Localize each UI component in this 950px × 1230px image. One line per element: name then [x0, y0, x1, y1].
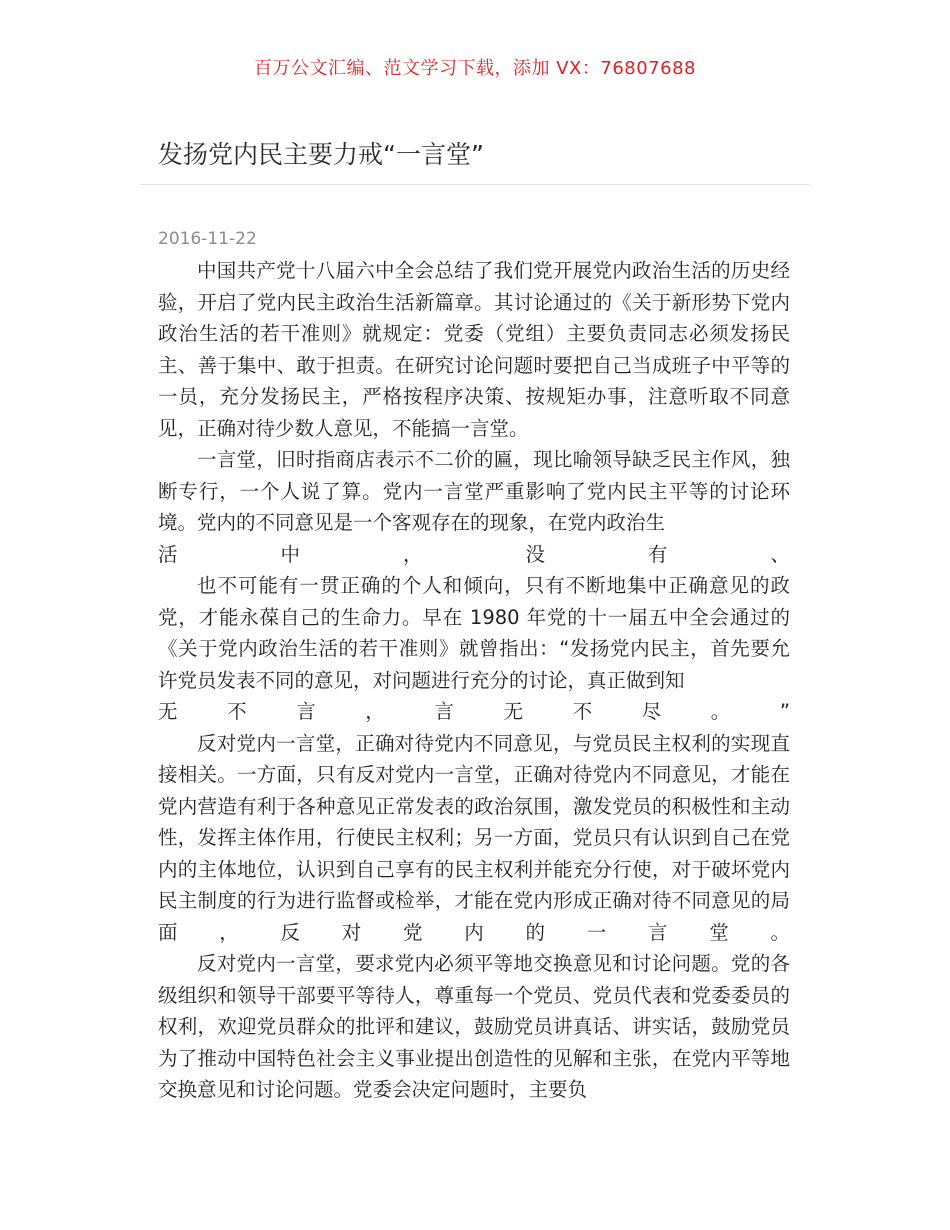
article-paragraph: 反对党内一言堂，正确对待党内不同意见，与党员民主权利的实现直接相关。一方面，只有反对党内一言堂，正确对待党内不同意见，才能在党内营造有利于各种意见正常发表的政治氛围，激发党员的积极性和主动性，发挥主体作用，行使民主权利；另一方面，党员只有认识到自己在党内的主体地位，认识到自己享有的民主权利并能充分行使，对于破坏党内民主制度的行为进行监督或检举，才能在党内形成正确对待不同意见的局面，反对党内的一言堂。 [158, 731, 790, 944]
spread-char: 尽 [641, 700, 662, 723]
spread-char: ， [402, 542, 423, 566]
spread-char: 不 [227, 700, 247, 723]
spread-char: 无 [503, 700, 523, 723]
spread-char: 言 [434, 700, 454, 723]
article-spread-line [158, 696, 790, 728]
spread-char: 活 [158, 542, 178, 566]
title-divider [140, 184, 810, 185]
spread-char: 无 [158, 700, 178, 723]
article-paragraph: 也不可能有一贯正确的个人和倾向，只有不断地集中正确意见的政党，才能永葆自己的生命力。早在 1980 年党的十一届五中全会通过的《关于党内政治生活的若干准则》就曾指出：“发扬党内民主，首先要允许党员发表不同的意见，对问题进行充分的讨论，真正做到知 [158, 574, 790, 692]
article-paragraph: 一言堂，旧时指商店表示不二价的匾，现比喻领导缺乏民主作风，独断专行，一个人说了算。党内一言堂严重影响了党内民主平等的讨论环境。党内的不同意见是一个客观存在的现象，在党内政治生 [158, 448, 790, 534]
spread-char: 没 [525, 542, 545, 566]
spread-char: 。 [710, 700, 731, 723]
spread-char: ， [365, 700, 385, 723]
article-paragraph: 反对党内一言堂，要求党内必须平等地交换意见和讨论问题。党的各级组织和领导干部要平等待人，尊重每一个党员、党员代表和党委委员的权利，欢迎党员群众的批评和建议，鼓励党员讲真话、讲实话，鼓励党员为了推动中国特色社会主义事业提出创造性的见解和主张，在党内平等地交换意见和讨论问题。党委会决定问题时，主要负 [158, 952, 790, 1101]
spread-char: 中 [280, 542, 300, 566]
spread-char: 不 [572, 700, 593, 723]
article-body [158, 255, 790, 1106]
article-title: 发扬党内民主要力戒“一言堂” [158, 140, 484, 169]
spread-char: 、 [770, 542, 790, 566]
spread-char: 言 [296, 700, 316, 723]
article-paragraph: 中国共产党十八届六中全会总结了我们党开展党内政治生活的历史经验，开启了党内民主政治生活新篇章。其讨论通过的《关于新形势下党内政治生活的若干准则》就规定：党委（党组）主要负责同志必须发扬民主、善于集中、敢于担责。在研究讨论问题时要把自己当成班子中平等的一员，充分发扬民主，严格按程序决策、按规矩办事，注意听取不同意见，正确对待少数人意见，不能搞一言堂。 [158, 259, 790, 440]
article-spread-line [158, 539, 790, 571]
article-date: 2016-11-22 [158, 229, 257, 249]
spread-char: ” [779, 700, 790, 723]
spread-char: 有 [647, 542, 668, 566]
watermark-banner: 百万公文汇编、范文学习下载，添加 VX：76807688 [254, 58, 696, 79]
